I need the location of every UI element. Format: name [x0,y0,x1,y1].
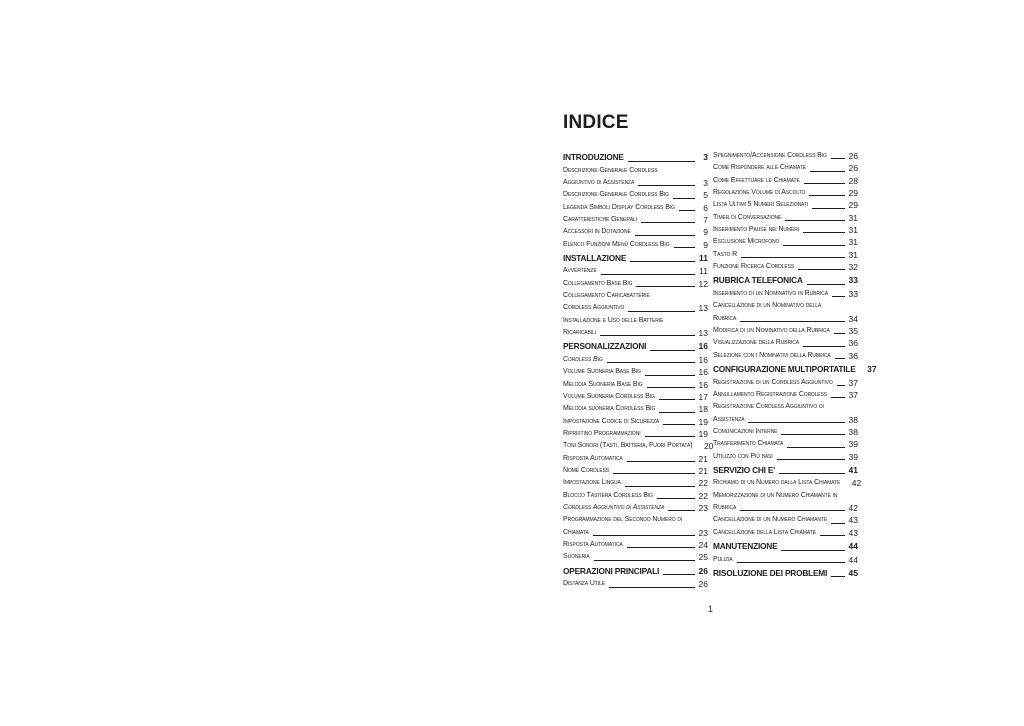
toc-entry-page: 25 [698,552,708,563]
toc-leader-line [679,210,695,211]
toc-leader-line [803,232,845,233]
toc-leader-line [625,486,695,487]
toc-entry-page: 12 [698,278,708,289]
toc-entry [563,490,708,502]
toc-entry-title: Caratteristiche Generali [563,215,638,223]
toc-section-entry [713,363,877,377]
toc-entry-title: Collegamento Base Big [563,279,633,287]
toc-leader-line [831,523,845,524]
toc-entry-title: Cancellazione di un Numero Chiamante [713,516,828,524]
toc-entry-title: Distanza Utile [563,580,605,588]
toc-entry-page: 22 [698,490,708,501]
toc-leader-line [659,412,695,413]
toc-entry-page: 21 [698,453,708,464]
toc-entry-page: 38 [848,426,858,437]
toc-entry-title: Trasferimento Chiamata [713,440,784,448]
toc-leader-line [659,399,695,400]
toc-entry-title: Descrizione Generale Cordless [563,166,658,174]
toc-entry [563,278,708,290]
toc-leader-line [647,387,695,388]
toc-entry-page: 26 [848,163,858,174]
toc-entry-title: Tasto R [713,250,738,258]
toc-entry-title: RUBRICA TELEFONICA [713,275,803,286]
toc-leader-line [831,576,845,577]
toc-entry-title: Impostazione Lingua [563,479,621,487]
toc-entry [713,389,858,401]
toc-leader-line [673,198,695,199]
toc-entry-page: 5 [703,190,708,201]
toc-entry-page: 45 [848,567,858,578]
toc-entry [713,514,858,526]
toc-leader-line [635,235,695,236]
toc-entry-title: CONFIGURAZIONE MULTIPORTATILE [713,364,856,374]
toc-entry-page: 29 [848,188,858,199]
toc-entry-title: Registrazione Cordless Aggiuntivo di [713,403,824,411]
toc-entry [713,300,858,312]
toc-entry-page: 39 [848,439,858,450]
toc-entry-title: Timer di Conversazione [713,213,782,221]
toc-leader-line [807,284,845,285]
toc-entry-title: MANUTENZIONE [713,541,778,552]
toc-entry [713,438,858,450]
toc-leader-line [594,560,695,561]
toc-leader-line [663,424,695,425]
toc-leader-line [740,510,845,511]
toc-entry [713,224,858,236]
toc-entry-title: Impostazione Codice di Sicurezza [563,417,660,425]
toc-entry-title: RISOLUZIONE DEI PROBLEMI [713,567,828,578]
toc-leader-line [803,346,845,347]
toc-entry-title: Volume Suoneria Base Big [563,368,641,376]
toc-entry-title: Funzione Ricerca Cordless [713,263,795,271]
toc-entry [713,554,858,566]
toc-leader-line [630,261,695,262]
toc-entry [713,325,858,337]
toc-leader-line [593,535,695,536]
toc-entry-page: 16 [698,367,708,378]
toc-entry [563,502,708,514]
toc-entry [713,199,858,211]
toc-entry [563,428,708,440]
toc-entry [713,426,858,438]
toc-leader-line [737,562,845,563]
toc-entry [563,165,708,177]
toc-entry-page: 21 [698,466,708,477]
toc-section-entry [563,340,708,354]
toc-entry-page: 32 [848,262,858,273]
toc-entry-title: Legenda Simboli Display Cordless Big [563,203,675,211]
toc-leader-line [627,461,695,462]
toc-leader-line [812,208,845,209]
toc-entry-title: Melodia suoneria Cordless Big [563,405,656,413]
toc-entry-title: Volume Suoneria Cordless Big [563,393,655,400]
toc-entry-page: 36 [848,350,858,361]
toc-entry-title: Comunicazioni Interne [713,427,778,435]
toc-leader-line [834,333,845,334]
toc-entry-title: Risposta Automatica [563,541,623,549]
toc-entry [713,212,858,224]
toc-section-entry [713,567,858,581]
toc-entry [563,202,708,214]
toc-entry-title: Blocco Tastiera Cordless Big [563,491,653,499]
toc-entry-title: Elenco Funzioni Menù Cordless Big [563,240,670,248]
toc-leader-line [609,587,695,588]
toc-leader-line [783,245,845,246]
toc-section-entry [563,252,708,266]
toc-leader-line [628,161,695,162]
toc-entry-title: Cancellazione della Lista Chiamate [713,528,816,536]
toc-entry [713,313,858,325]
toc-entry-page: 7 [703,214,708,225]
toc-entry-page: 35 [848,325,858,336]
toc-column-right [713,150,877,580]
toc-entry [563,477,708,489]
toc-entry-title: Collegamento Caricabatterie [563,292,650,300]
toc-entry-page: 31 [848,225,858,236]
toc-leader-line [600,335,695,336]
toc-entry-title: Utilizzo con Più basi [713,452,773,460]
toc-entry-page: 11 [699,266,708,277]
toc-leader-line [645,436,695,437]
toc-entry-title: INTRODUZIONE [563,152,624,162]
toc-leader-line [831,397,845,398]
toc-leader-line [835,358,845,359]
toc-entry [563,354,708,366]
toc-entry-page: 44 [848,541,858,552]
toc-entry-title: Rubrica [713,314,737,322]
toc-leader-line [601,274,695,275]
toc-entry-title: Rubrica [713,504,737,512]
toc-column-left [563,150,714,591]
toc-entry-title: Come Effettuare le Chiamate [713,176,800,184]
toc-entry-title: SERVIZIO CHI E' [713,464,775,475]
toc-entry-title: Inserimento Pause nei Numeri [713,226,800,234]
toc-leader-line [628,311,695,312]
toc-entry [563,527,708,539]
toc-entry [563,578,708,590]
toc-entry-title: Visualizzazione della Rubrica [713,339,800,347]
toc-entry [713,337,858,349]
toc-entry-title: Modifica di un Nominativo della Rubrica [713,326,830,334]
toc-leader-line [785,220,845,221]
toc-entry-page: 6 [703,202,708,213]
toc-leader-line [741,257,845,258]
toc-entry [563,465,708,477]
toc-leader-line [641,222,695,223]
toc-entry-title: OPERAZIONI PRINCIPALI [563,565,660,576]
toc-entry-title: Toni Sonori (Tasti, Batteria, Fuori Portata) [563,442,693,450]
toc-entry-page: 44 [848,554,858,565]
toc-leader-line [787,447,845,448]
toc-entry [713,187,858,199]
toc-entry-page: 38 [848,414,858,425]
toc-leader-line [820,535,845,536]
toc-leader-line [668,510,695,511]
toc-entry-title: PERSONALIZZAZIONI [563,341,647,352]
toc-entry-title: Cancellazione di un Nominativo della [713,302,822,310]
toc-entry-title: Spegnimento/Accensione Cordless Big [713,152,827,159]
toc-leader-line [663,574,695,575]
toc-entry [563,453,708,465]
toc-entry-page: 23 [698,503,708,514]
toc-entry-page: 36 [848,338,858,349]
toc-leader-line [645,375,695,376]
toc-entry [713,502,858,514]
toc-leader-line [832,296,845,297]
toc-entry-page: 26 [698,579,708,590]
toc-entry-page: 41 [848,464,858,475]
toc-entry-page: 42 [851,478,862,489]
toc-entry-title: Ripristino Programmazioni [563,430,641,438]
toc-entry [713,288,858,300]
toc-entry-page: 29 [848,200,858,211]
toc-entry-page: 19 [698,416,708,427]
toc-entry [563,379,708,391]
toc-entry-title: Regolazione Volume di Ascolto [713,189,806,197]
toc-leader-line [748,422,845,423]
toc-entry [713,175,858,187]
toc-leader-line [627,547,695,548]
toc-entry-page: 37 [848,389,858,400]
toc-leader-line [810,171,845,172]
toc-entry-title: Lista Ultimi 5 Numeri Selezionati [713,201,809,209]
toc-entry-page: 31 [848,212,858,223]
toc-leader-line [781,434,845,435]
toc-entry [563,189,708,201]
toc-entry-page: 42 [848,503,858,514]
toc-entry-title: Registrazione di un Cordless Aggiuntivo [713,378,833,386]
toc-section-entry [563,565,708,579]
toc-entry-page: 43 [848,515,858,526]
toc-entry-page: 23 [698,527,708,538]
toc-entry-page: 9 [703,239,708,250]
toc-entry-title: Cordless Aggiuntivo [563,304,625,312]
toc-entry [713,249,858,261]
toc-entry-page: 16 [698,341,708,352]
toc-entry-title: Memorizzazione di un Numero Chiamante in [713,491,838,499]
toc-entry-page: 3 [703,152,708,162]
toc-entry-page: 33 [848,275,858,286]
toc-entry [563,177,708,189]
toc-leader-line [657,498,695,499]
toc-entry-title: Esclusione Microfono [713,238,780,246]
toc-entry [713,377,858,389]
toc-leader-line [804,183,845,184]
toc-entry-page: 37 [848,377,858,388]
toc-entry-title: Chiamata [563,528,589,536]
toc-entry [713,490,858,502]
toc-entry-title: Ricaricabili [563,329,597,337]
toc-entry-title: Aggiuntivo di Assistenza [563,178,635,186]
toc-entry-title: Richiamo di un Numero dalla Lista Chiamate [713,479,841,487]
toc-entry [563,416,708,428]
toc-entry-page: 26 [698,565,708,576]
toc-entry-title: INSTALLAZIONE [563,252,627,263]
toc-entry-title: Cordless Big [563,355,603,363]
toc-entry [563,440,714,452]
toc-entry-page: 13 [698,328,708,339]
toc-entry-page: 24 [698,540,708,551]
toc-entry [713,451,858,463]
toc-entry-title: Avvertenze [563,267,597,275]
toc-entry-title: Melodia Suoneria Base Big [563,380,643,388]
toc-entry-page: 17 [698,392,708,402]
toc-entry [713,236,858,248]
toc-entry-page: 3 [703,177,708,188]
toc-section-entry [713,464,858,478]
toc-entry [713,527,858,539]
toc-entry-title: Risposta Automatica [563,454,623,462]
toc-entry-title: Suoneria [563,553,590,561]
toc-entry-page: 31 [848,237,858,248]
toc-entry [563,403,708,415]
toc-entry-page: 19 [698,429,708,440]
toc-entry-title: Cordless Aggiuntivo di Assistenza [563,504,665,512]
page-number: 1 [708,604,714,614]
toc-entry-page: 20 [703,441,714,452]
toc-entry [563,315,708,327]
toc-entry-title: Annullamento Registrazione Cordless [713,390,827,398]
toc-entry [713,401,858,413]
toc-entry [563,551,708,563]
toc-entry-title: Nome Cordless [563,467,610,475]
toc-leader-line [674,247,696,248]
toc-entry-page: 34 [848,313,858,324]
toc-entry [563,226,708,238]
toc-entry-title: Come Rispondere alle Chiamate [713,164,807,172]
toc-entry-page: 31 [848,249,858,260]
toc-entry-page: 16 [698,379,708,390]
toc-leader-line [740,321,845,322]
toc-entry-page: 22 [698,478,708,489]
toc-entry [563,239,708,251]
toc-entry-page: 28 [848,175,858,186]
toc-entry-page: 33 [848,288,858,299]
toc-entry [563,391,708,403]
toc-entry-page: 39 [848,451,858,462]
toc-entry-page: 11 [699,252,708,263]
toc-entry-page: 16 [698,354,708,365]
toc-leader-line [607,362,695,363]
toc-entry-title: Accessori in Dotazione [563,228,631,236]
toc-leader-line [650,350,695,351]
toc-entry-page: 37 [867,364,877,374]
toc-leader-line [777,459,845,460]
toc-entry-title: Inserimento di un Nominativo in Rubrica [713,289,828,297]
toc-entry [563,214,708,226]
toc-entry-page: 43 [848,527,858,538]
toc-leader-line [837,385,845,386]
toc-leader-line [809,195,845,196]
toc-leader-line [779,473,845,474]
toc-leader-line [798,269,845,270]
toc-entry-title: Selezione con i Nominativi della Rubrica [713,351,831,359]
toc-section-entry [713,540,858,554]
toc-entry-page: 26 [848,151,858,161]
toc-entry-title: Pulizia [713,555,733,563]
toc-leader-line [613,473,695,474]
toc-entry [563,302,708,314]
toc-entry [713,261,858,273]
page-title: INDICE [563,112,629,133]
toc-entry [713,414,858,426]
toc-entry [713,150,858,162]
toc-entry [563,265,708,277]
toc-section-entry [563,151,708,165]
toc-entry [713,162,858,174]
toc-entry [713,477,862,489]
toc-entry-title: Assistenza [713,415,745,423]
toc-entry-page: 13 [698,303,708,314]
toc-entry [563,290,708,302]
toc-leader-line [831,158,845,159]
toc-entry [563,539,708,551]
toc-entry-page: 18 [698,404,708,415]
toc-entry [563,366,708,378]
toc-entry [563,327,708,339]
toc-entry-page: 9 [703,227,708,238]
toc-leader-line [638,185,695,186]
toc-entry [563,514,708,526]
toc-leader-line [636,286,695,287]
toc-leader-line [781,550,845,551]
toc-entry-title: Installazione e Uso delle Batterie [563,316,664,324]
toc-section-entry [713,274,858,288]
toc-entry-title: Programmazione del Secondo Numero di [563,516,683,524]
toc-entry-title: Descrizione Generale Cordless Big [563,191,669,199]
toc-entry [713,350,858,362]
